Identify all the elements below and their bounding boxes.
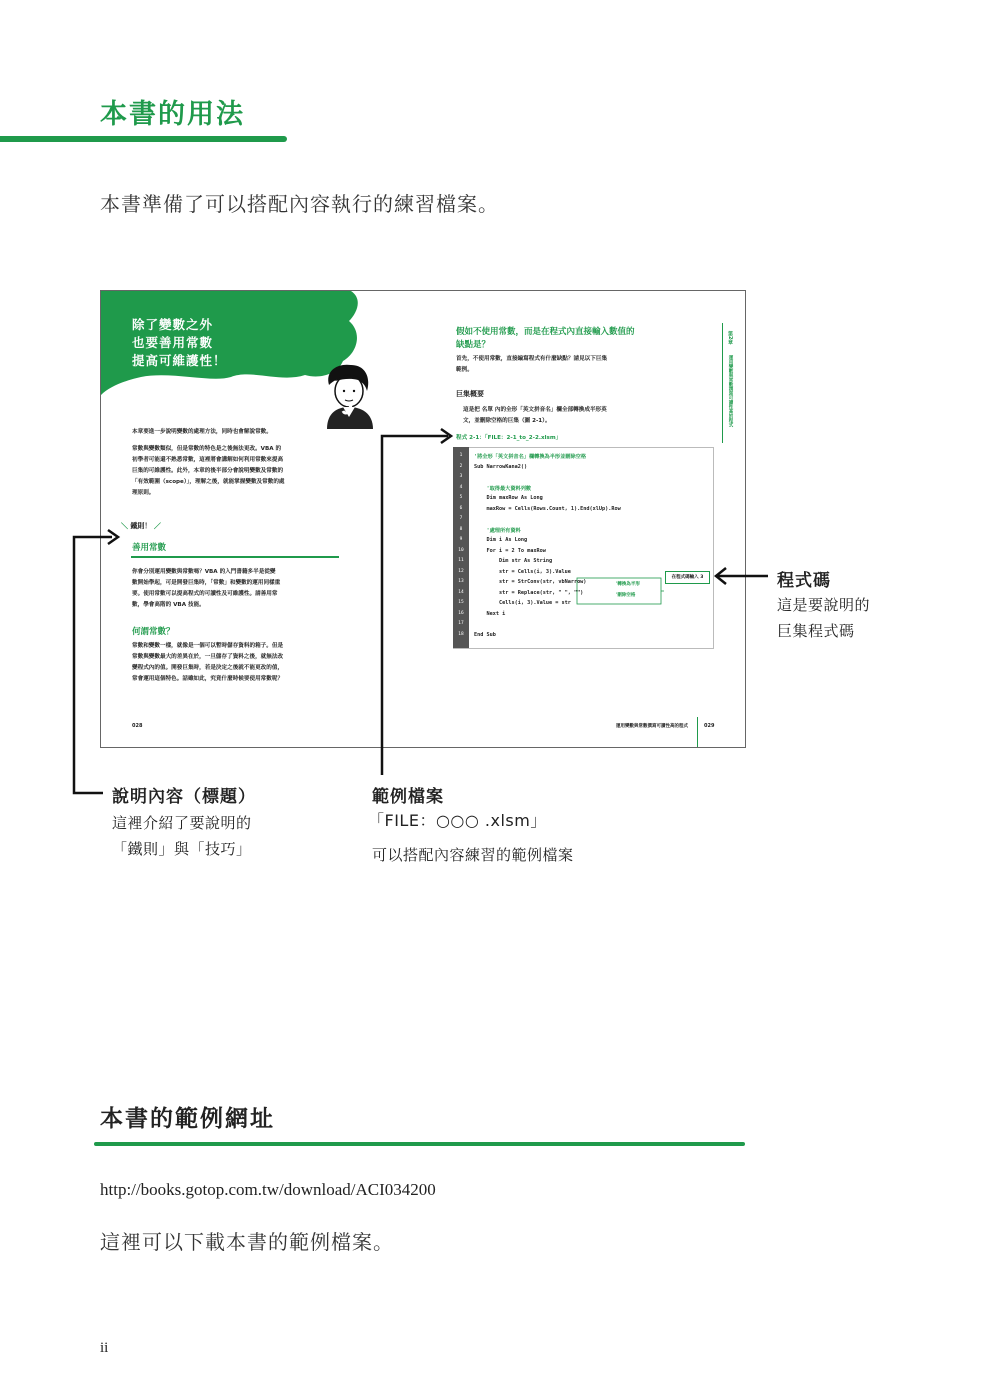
code-line: '處理所有資料 [474, 527, 521, 534]
code-line-number: 9 [459, 537, 463, 542]
code-line: str = Cells(i, 3).Value [474, 568, 571, 575]
section-intro-text: 本書準備了可以搭配內容執行的練習檔案。 [100, 192, 499, 216]
rule-tag: ＼ 鐵則！ ／ [121, 522, 161, 530]
right-heading-line: 假如不使用常數，而是在程式內直接輸入數值的 [456, 327, 635, 337]
callout-space: '刪除空格 [616, 593, 636, 598]
code-line-number: 8 [459, 526, 463, 532]
callout-box: 在程式碼輸入 3 [665, 571, 710, 584]
callout-narrow: '轉換為半形 [616, 582, 640, 587]
annotation-code-desc [777, 592, 870, 644]
rule-tag-text: 鐵則！ [130, 522, 152, 530]
code-line-number: 11 [458, 558, 464, 563]
code-line-number: 5 [459, 495, 463, 500]
text-line: 初學者可能還不熟悉常數，這裡將會講解如何利用常數來提高 [132, 457, 284, 463]
code-line: Next i [474, 610, 506, 617]
code-line-number: 17 [458, 621, 464, 626]
section-title-usage: 本書的用法 [100, 99, 245, 130]
annotation-sample-desc: 可以搭配內容練習的範例檔案 [372, 846, 574, 864]
text-line: 變程式內的值。開發巨集時，若是決定之後就不能更改的值， [132, 665, 284, 671]
code-line-number: 14 [458, 589, 464, 595]
annotation-line: 「鐵則」與「技巧」 [112, 840, 252, 858]
code-line: '將全形「英文拼音名」欄轉換為半形並刪除空格 [474, 454, 587, 460]
side-tab-chapter: 第2章 [727, 331, 733, 345]
annotation-line: 巨集程式碼 [777, 622, 855, 640]
code-line-number: 7 [459, 516, 463, 521]
code-line: Dim i As Long [474, 537, 528, 543]
section-title-url: 本書的範例網址 [100, 1106, 275, 1132]
text-line: 常數和變數一樣，就像是一個可以暫時儲存資料的箱子。但是 [132, 643, 284, 649]
text-line: 常數與變數類似，但是常數的特色是之後無法更改。VBA 的 [132, 446, 282, 452]
code-line-number: 13 [458, 579, 464, 584]
annotation-explain-desc [112, 810, 252, 862]
text-line: 巨集的可維護性。此外，本章的後半部分會說明變數及常數的 [132, 468, 284, 474]
text-line: 「有效範圍（scope）」，理解之後，就能掌握變數及常數的處 [132, 479, 285, 485]
text-line: 範例。 [456, 367, 473, 373]
code-line-number: 15 [458, 600, 464, 605]
chapter-heading-line: 除了變數之外 [132, 317, 214, 332]
text-line: 首先，不使用常數，直接編寫程式有什麼缺點？請見以下巨集 [456, 356, 608, 362]
code-line: '取得最大資料列數 [474, 485, 532, 492]
code-line: For i = 2 To maxRow [474, 547, 546, 554]
code-line-number: 10 [458, 547, 464, 553]
annotation-sample-title: 範例檔案 [372, 787, 444, 807]
footer-title: 運用變數與常數撰寫可讀性高的程式 [616, 724, 688, 729]
code-line-number: 2 [459, 463, 463, 469]
macro-overview-label: 巨集概要 [456, 390, 484, 398]
download-desc: 這裡可以下載本書的範例檔案。 [100, 1230, 394, 1254]
code-line: str = StrConv(str, vbNarrow) [474, 579, 587, 585]
text-line: 你會分別運用變數與常數嗎？VBA 的入門書籍多半是從變 [132, 569, 276, 575]
code-line-number: 1 [459, 453, 463, 458]
right-heading-line: 缺點是？ [456, 340, 491, 350]
code-line-number: 16 [458, 610, 464, 616]
code-line-number: 12 [458, 568, 464, 574]
text-line: 常會運用這個特色。話雖如此，究竟什麼時候要使用常數呢？ [132, 676, 284, 682]
left-intro-text: 本章要進一步說明變數的處理方法，同時也會解說常數。 [132, 429, 272, 435]
text-line: 常數與變數最大的差異在於，一旦儲存了資料之後，就無法改 [132, 654, 284, 660]
text-line: 要。使用常數可以提高程式的可讀性及可維護性。請善用常 [132, 591, 278, 597]
download-url[interactable]: http://books.gotop.com.tw/download/ACI034200 [100, 1180, 436, 1199]
code-line-number: 4 [459, 484, 463, 490]
annotation-sample-file: 「FILE：○○○ .xlsm」 [368, 811, 547, 830]
code-line-number: 6 [459, 505, 463, 511]
page-number: ii [100, 1340, 109, 1356]
annotation-explain-title: 說明內容（標題） [112, 787, 256, 807]
annotation-line: 這是要說明的 [777, 596, 871, 614]
section-title-underline [94, 1142, 745, 1146]
code-line: End Sub [474, 631, 496, 638]
chapter-heading-line: 也要善用常數 [132, 335, 214, 350]
code-line-number: 3 [459, 474, 463, 479]
code-line: Sub NarrowKana2() [474, 463, 528, 470]
code-line: maxRow = Cells(Rows.Count, 1).End(xlUp).Row [474, 505, 621, 512]
code-line-number: 18 [458, 631, 464, 637]
text-line: 數，學會高階的 VBA 技能。 [132, 602, 205, 608]
code-line: Cells(i, 3).Value = str [474, 600, 571, 606]
chapter-heading-line: 提高可維護性！ [132, 353, 227, 368]
text-line: 理原則。 [132, 490, 155, 496]
file-label: 程式 2-1：「FILE：2-1_to_2-2.xlsm」 [456, 435, 562, 441]
code-line: str = Replace(str, " ", "") [474, 589, 584, 596]
code-line: Dim maxRow As Long [474, 495, 543, 501]
annotation-line: 這裡介紹了要說明的 [112, 814, 252, 832]
rule-heading: 善用常數 [132, 543, 167, 553]
code-line: Dim str As String [474, 558, 553, 564]
text-line: 文，並刪除空格的巨集（圖 2-1）。 [463, 418, 551, 424]
text-line: 這是把 名單 內的全形「英文拼音名」欄全部轉換成半形英 [463, 407, 607, 413]
page-number-left: 028 [132, 723, 143, 729]
text-line: 數開始學起，可是開發巨集時，「常數」和變數的運用同樣重 [132, 580, 281, 586]
side-tab-title: 運用變數與常數撰寫可讀性高的程式 [728, 355, 733, 427]
annotation-code-title: 程式碼 [777, 571, 831, 591]
sub-heading: 何謂常數？ [132, 627, 175, 637]
page-number-right: 029 [704, 723, 715, 729]
